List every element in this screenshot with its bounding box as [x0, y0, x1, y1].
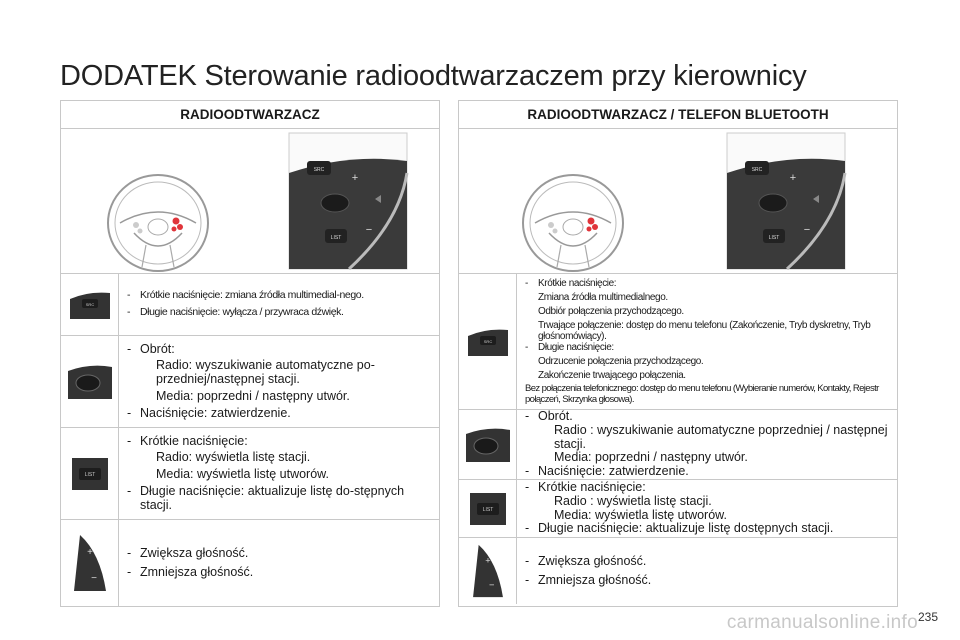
list-item: - Obrót.	[525, 410, 889, 424]
list-item: - Zwiększa głośność.	[525, 555, 889, 569]
list-item: - Krótkie naciśnięcie:	[525, 481, 889, 495]
svg-text:+: +	[351, 172, 359, 184]
radio-row-src	[61, 274, 439, 336]
radio-bluetooth-row-wheel	[459, 410, 897, 480]
list-item: - Krótkie naciśnięcie: zmiana źródła multimedial-nego.	[127, 290, 431, 302]
radio-row-volume	[61, 520, 439, 606]
list-subitem: Radio: wyświetla listę stacji.	[156, 450, 311, 465]
page-title: DODATEK Sterowanie radioodtwarzaczem przy kierownicy	[60, 60, 807, 92]
list-item: - Długie naciśnięcie: aktualizuje listę dostępnych stacji.	[525, 522, 889, 536]
radio-row-wheel	[61, 336, 439, 428]
watermark: carmanualsonline.info	[726, 612, 918, 633]
list-subitem: Media: wyświetla listę utworów.	[554, 507, 727, 522]
volume-buttons-icon	[61, 520, 119, 606]
svg-text:SRC: SRC	[313, 167, 325, 173]
list-item: - Krótkie naciśnięcie:	[525, 278, 889, 289]
scroll-wheel-icon	[459, 410, 517, 479]
radio-bluetooth-panel-header: RADIOODTWARZACZ / TELEFON BLUETOOTH	[459, 101, 897, 129]
list-subitem: Radio : wyszukiwanie automatyczne poprzedniej / następnej stacji.	[554, 422, 888, 451]
radio-bluetooth-row-list	[459, 480, 897, 538]
svg-text:+: +	[789, 172, 797, 184]
svg-text:−: −	[365, 224, 373, 236]
radio-bluetooth-row-volume	[459, 538, 897, 604]
list-item: - Obrót:	[127, 343, 431, 357]
steering-wheel-illustration	[61, 129, 441, 274]
list-button-icon	[61, 428, 119, 519]
list-subitem: Odrzucenie połączenia przychodzącego.	[538, 356, 704, 368]
list-item: - Krótkie naciśnięcie:	[127, 435, 431, 449]
radio-controls-illustration	[61, 129, 439, 274]
radio-panel-header: RADIOODTWARZACZ	[61, 101, 439, 129]
svg-text:SRC: SRC	[483, 338, 492, 344]
svg-text:LIST: LIST	[768, 235, 780, 241]
list-item: - Naciśnięcie: zatwierdzenie.	[525, 465, 889, 479]
svg-text:LIST: LIST	[84, 471, 95, 478]
scroll-wheel-icon	[61, 336, 119, 427]
list-item: - Długie naciśnięcie:	[525, 342, 889, 353]
svg-text:−: −	[488, 579, 494, 590]
list-subitem: Bez połączenia telefonicznego: dostęp do menu telefonu (Wybieranie numerów, Kontakty, Rejestr połączeń, Skrzynka głosowa).	[525, 383, 879, 405]
list-subitem: Media: wyświetla listę utworów.	[156, 467, 329, 482]
list-subitem: Radio : wyświetla listę stacji.	[554, 493, 712, 508]
list-subitem: Odbiór połączenia przychodzącego.	[538, 306, 684, 318]
radio-bluetooth-row-src	[459, 274, 897, 410]
svg-text:+: +	[484, 555, 491, 566]
radio-panel	[60, 100, 440, 607]
list-subitem: Media: poprzedni / następny utwór.	[554, 450, 748, 465]
list-item: - Zwiększa głośność.	[127, 547, 431, 561]
list-item: - Długie naciśnięcie: aktualizuje listę do-stępnych stacji.	[127, 485, 431, 513]
list-subitem: Zmiana źródła multimedialnego.	[538, 292, 668, 304]
steering-wheel-illustration	[459, 129, 899, 274]
volume-buttons-icon	[459, 538, 517, 604]
src-button-icon	[61, 274, 119, 335]
radio-bluetooth-controls-illustration	[459, 129, 897, 274]
list-subitem: Trwające połączenie: dostęp do menu telefonu (Zakończenie, Tryb dyskretny, Tryb głośnomówiący).	[538, 320, 871, 343]
list-item: - Naciśnięcie: zatwierdzenie.	[127, 407, 431, 421]
list-item: - Zmniejsza głośność.	[127, 566, 431, 580]
list-subitem: Media: poprzedni / następny utwór.	[156, 388, 350, 403]
src-button-icon	[459, 274, 517, 409]
svg-text:SRC: SRC	[85, 301, 94, 307]
page-number: 235	[917, 610, 938, 624]
list-button-icon	[459, 480, 517, 537]
svg-text:SRC: SRC	[751, 167, 763, 173]
list-subitem: Radio: wyszukiwanie automatyczne po-przedniej/następnej stacji.	[156, 358, 375, 387]
svg-text:−: −	[803, 224, 811, 236]
svg-text:+: +	[86, 547, 93, 558]
svg-text:LIST: LIST	[330, 235, 342, 241]
radio-row-list	[61, 428, 439, 520]
list-subitem: Zakończenie trwającego połączenia.	[538, 370, 686, 382]
list-item: - Długie naciśnięcie: wyłącza / przywraca dźwięk.	[127, 307, 431, 319]
list-item: - Zmniejsza głośność.	[525, 574, 889, 588]
svg-text:LIST: LIST	[482, 506, 493, 513]
radio-bluetooth-panel	[458, 100, 898, 607]
svg-text:−: −	[90, 573, 97, 584]
